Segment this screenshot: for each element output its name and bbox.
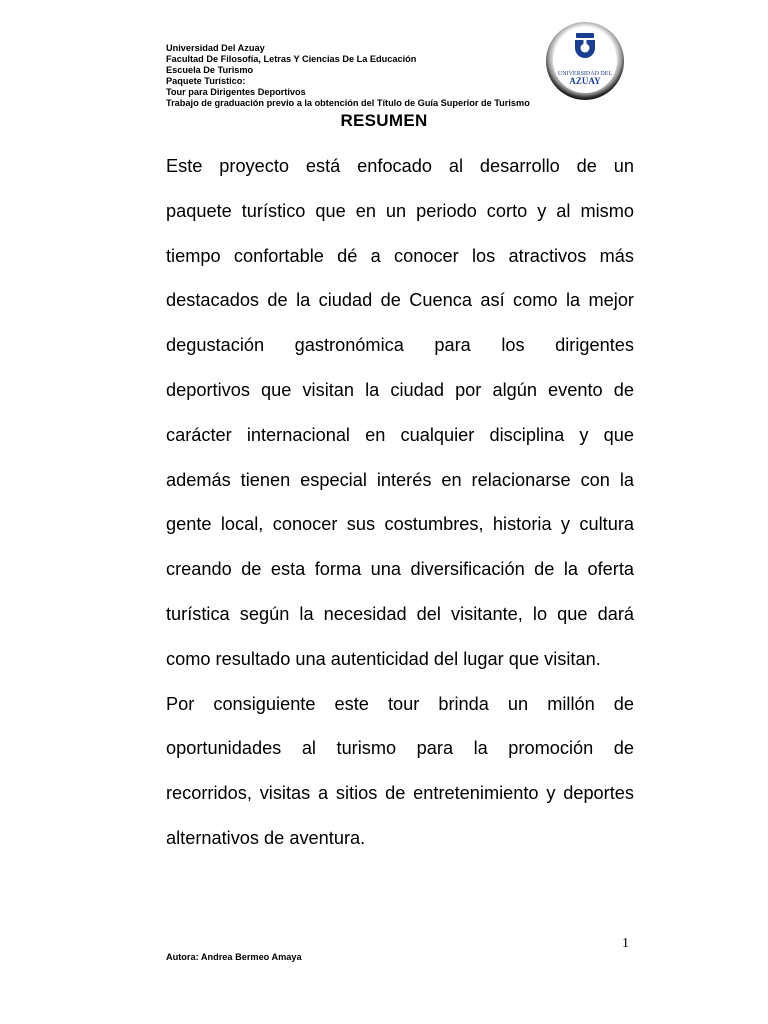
university-seal-logo	[545, 21, 625, 101]
header-line-university: Universidad Del Azuay	[166, 43, 265, 53]
header-line-tour: Tour para Dirigentes Deportivos	[166, 87, 306, 97]
body-line: recorridos, visitas a sitios de entretenimiento y deportes	[166, 783, 634, 804]
header-line-package: Paquete Turístico:	[166, 76, 246, 86]
body-line: destacados de la ciudad de Cuenca así como la mejor	[166, 290, 634, 311]
body-line: Este proyecto está enfocado al desarrollo de un	[166, 156, 634, 176]
institution-header	[166, 43, 566, 109]
body-line: paquete turístico que en un periodo corto y al mismo	[166, 200, 634, 221]
header-line-faculty: Facultad De Filosofía, Letras Y Ciencias De La Educación	[166, 54, 417, 64]
body-line: como resultado una autenticidad del lugar que visitan.	[166, 648, 601, 669]
body-line: tiempo confortable dé a conocer los atractivos más	[166, 245, 634, 266]
body-line: degustación gastronómica para los dirigentes	[166, 335, 634, 356]
body-line: creando de esta forma una diversificación de la oferta	[166, 559, 634, 580]
header-line-school: Escuela De Turismo	[166, 65, 254, 75]
body-line: alternativos de aventura.	[166, 827, 366, 848]
header-line-thesis: Trabajo de graduación previo a la obtención del Título de Guía Superior de Turismo	[166, 98, 530, 108]
body-line: además tienen especial interés en relacionarse con la	[166, 469, 634, 490]
footer-author: Autora: Andrea Bermeo Amaya	[166, 952, 302, 962]
body-line: carácter internacional en cualquier disciplina y que	[166, 424, 634, 445]
logo-text-top: UNIVERSIDAD DEL	[557, 71, 613, 77]
body-line: oportunidades al turismo para la promoción de	[166, 738, 634, 759]
page-title: RESUMEN	[340, 111, 428, 130]
body-line: Por consiguiente este tour brinda un millón de	[166, 693, 634, 714]
logo-text-bottom: AZUAY	[569, 76, 601, 86]
page-number: 1	[622, 936, 629, 951]
abstract-body	[166, 149, 634, 866]
body-line: turística según la necesidad del visitante, lo que dará	[166, 603, 634, 624]
body-line: gente local, conocer sus costumbres, historia y cultura	[166, 514, 634, 535]
body-line: deportivos que visitan la ciudad por algún evento de	[166, 379, 634, 400]
